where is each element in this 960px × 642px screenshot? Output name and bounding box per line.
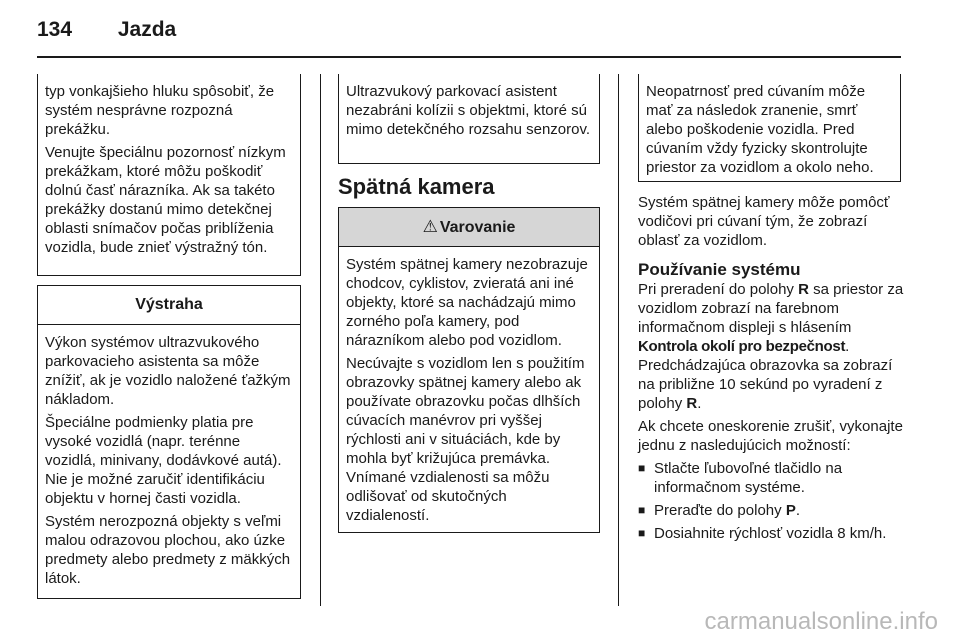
note-paragraph: Venujte špeciálnu pozornosť nízkym prekážkam, ktoré môžu poškodiť dolnú časť nárazníka. Ak sa takéto prekážky dostanú mimo detekčnej oblasti snímačov počas priblíženia vozidla, bude znieť výstražný tón.	[45, 144, 286, 256]
caution-paragraph: Výkon systémov ultrazvukového parkovacieho asistenta sa môže znížiť, ak je vozidlo naložené ťažkým nákladom.	[45, 334, 291, 408]
watermark: carmanualsonline.info	[704, 608, 938, 635]
display-message: Kontrola okolí pro bezpečnost	[638, 338, 846, 355]
note-box-noise	[37, 74, 301, 276]
gear-r-label: R	[686, 395, 698, 412]
warning-triangle-icon: ⚠	[422, 217, 438, 236]
text-run: sa priestor za vozidlom zobrazí na farebnom informačnom displeji s hlásením	[638, 281, 904, 336]
subheading-using-system: Používanie systému	[638, 260, 801, 279]
note-box-ultrasonic	[338, 74, 600, 164]
chapter-title: Jazda	[117, 18, 177, 41]
warning-box	[338, 207, 600, 533]
warning-paragraph: Necúvajte s vozidlom len s použitím obrazovky spätnej kamery alebo ak používate obrazovku počas dlhších cúvacích manévrov pri vyššej rýchlosti ani v situáciách, kde by mohla byť križujúca premávka. Vnímané vzdialenosti sa môžu odlišovať od skutočných vzdialeností.	[346, 355, 585, 524]
note-paragraph: Neopatrnosť pred cúvaním môže mať za následok zranenie, smrť alebo poškodenie vozidla. Pred cúvaním vždy fyzicky skontrolujte priestor za vozidlom a okolo neho.	[646, 83, 874, 176]
list-item: ■ Dosiahnite rýchlosť vozidla 8 km/h.	[638, 524, 904, 543]
text-run: .	[697, 395, 702, 412]
column-divider-left	[320, 74, 321, 606]
gear-p-label: P	[785, 502, 796, 519]
caution-paragraph: Špeciálne podmienky platia pre vysoké vozidlá (napr. terénne vozidlá, minivany, dodávkové autá). Nie je možné zaručiť identifikáciu objektu v hornej časti vozidla.	[45, 414, 282, 507]
header-rule	[37, 56, 901, 58]
caution-box-title: Výstraha	[38, 285, 300, 325]
text-run: . Predchádzajúca obrazovka sa zobrazí na približne 10 sekúnd po vyradení z polohy	[638, 338, 893, 412]
caution-box	[37, 285, 301, 599]
caution-paragraph: Systém nerozpozná objekty s veľmi malou odrazovou plochou, ako úzke predmety alebo predmety z mäkkých látok.	[45, 513, 291, 587]
page-number: 134	[37, 18, 73, 41]
note-paragraph: typ vonkajšieho hluku spôsobiť, že systém nesprávne rozpozná prekážku.	[45, 83, 275, 138]
cancel-delay-paragraph: Ak chcete oneskorenie zrušiť, vykonajte jednu z nasledujúcich možností:	[638, 418, 903, 454]
page-header	[37, 18, 176, 42]
usage-paragraph	[638, 280, 904, 413]
column-divider-right	[618, 74, 619, 606]
text-run: Pri preradení do polohy	[638, 281, 799, 298]
text-run: Preraďte do polohy	[654, 502, 786, 519]
list-item	[638, 501, 904, 520]
text-run: .	[795, 502, 800, 519]
intro-paragraph: Systém spätnej kamery môže pomôcť vodičovi pri cúvaní tým, že zobrazí oblasť za vozidlom.	[638, 194, 890, 249]
warning-title-text: Varovanie	[439, 219, 516, 236]
rear-camera-text	[638, 193, 904, 547]
section-title-rear-camera: Spätná kamera	[338, 174, 495, 199]
note-paragraph: Ultrazvukový parkovací asistent nezabráni kolízii s objektmi, ktoré sú mimo detekčného rozsahu senzorov.	[346, 83, 591, 138]
warning-paragraph: Systém spätnej kamery nezobrazuje chodcov, cyklistov, zvieratá ani iné objekty, ktoré sa nachádzajú mimo zorného poľa kamery, pod nárazníkom alebo pod vozidlom.	[346, 256, 588, 349]
note-box-reversing	[638, 74, 901, 182]
list-item: ■ Stlačte ľubovoľné tlačidlo na informačnom systéme.	[638, 459, 904, 497]
gear-r-label: R	[798, 281, 809, 298]
warning-box-title	[339, 207, 599, 247]
options-list	[638, 459, 904, 543]
